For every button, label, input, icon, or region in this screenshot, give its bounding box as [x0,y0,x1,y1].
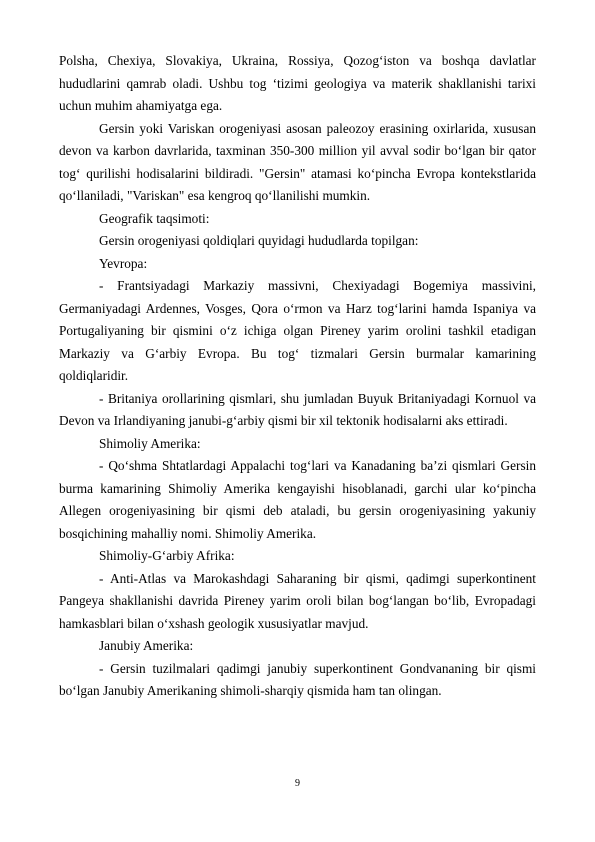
paragraph-gersin-definition: Gersin yoki Variskan orogeniyasi asosan paleozoy erasining oxirlarida, xususan devon va karbon davrlarida, taxminan 350-300 million yil avval sodir boʻlgan bir qator togʻ qurilishi hodisalarini bildiradi. "Gersin" atamasi koʻpincha Evropa kontekstlarida qoʻllaniladi, "Variskan" esa kengroq qoʻllanilishi mumkin. [59,120,536,203]
paragraph-intro: Gersin orogeniyasi qoldiqlari quyidagi hududlarda topilgan: [99,233,419,248]
heading-geografik-taqsimoti: Geografik taqsimoti: [99,210,210,226]
page-number: 9 [295,778,300,789]
paragraph-janubiy-amerika: - Gersin tuzilmalari qadimgi janubiy superkontinent Gondvananing bir qismi boʻlgan Janubiy Amerikaning shimoli-sharqiy qismida ham tan olingan. [59,660,536,698]
heading-yevropa: Yevropa: [99,255,148,271]
heading-janubiy-amerika: Janubiy Amerika: [99,638,194,653]
paragraph-shimoliy-amerika: - Qoʻshma Shtatlardagi Appalachi togʻlari va Kanadaning baʼzi qismlari Gersin burma kamarining Shimoliy Amerika kengayishi hisoblanadi, garchi ular koʻpincha Allegen orogeniyasining bir qismi deb ataladi, bu gersin orogeniyasining yakuniy bosqichining mahalliy nomi. Shimoliy Amerika. [59,458,536,541]
paragraph-continuation: Polsha, Chexiya, Slovakiya, Ukraina, Rossiya, Qozogʻiston va boshqa davlatlar hududlarini qamrab oladi. Ushbu tog ʻtizimi geologiya va materik shakllanishi tarixi uchun muhim ahamiyatga ega. [59,53,536,113]
paragraph-yevropa-britain: - Britaniya orollarining qismlari, shu jumladan Buyuk Britaniyadagi Kornuol va Devon va Irlandiyaning janubi-gʻarbiy qismi bir xil tektonik hodisalarni aks ettiradi. [59,390,536,428]
paragraph-yevropa-central: - Frantsiyadagi Markaziy massivni, Chexiyadagi Bogemiya massivini, Germaniyadagi Ardennes, Vosges, Qora oʻrmon va Harz togʻlarini hamda Ispaniya va Portugaliyaning bir qismini oʻz ichiga olgan Pireney yarim orolini tashkil etadigan Markaziy va Gʻarbiy Evropa. Bu togʻ tizmalari Gersin burmalar kamarining qoldiqlaridir. [59,278,536,383]
document-body [59,50,536,703]
heading-shimoliy-amerika: Shimoliy Amerika: [99,435,201,451]
heading-afrika: Shimoliy-Gʻarbiy Afrika: [99,548,235,563]
paragraph-afrika: - Anti-Atlas va Marokashdagi Saharaning bir qismi, qadimgi superkontinent Pangeya shakllanishi davrida Pireney yarim oroli bilan bogʻlangan boʻlib, Evropadagi hamkasblari bilan oʻxshash geologik xususiyatlar mavjud. [59,570,536,631]
